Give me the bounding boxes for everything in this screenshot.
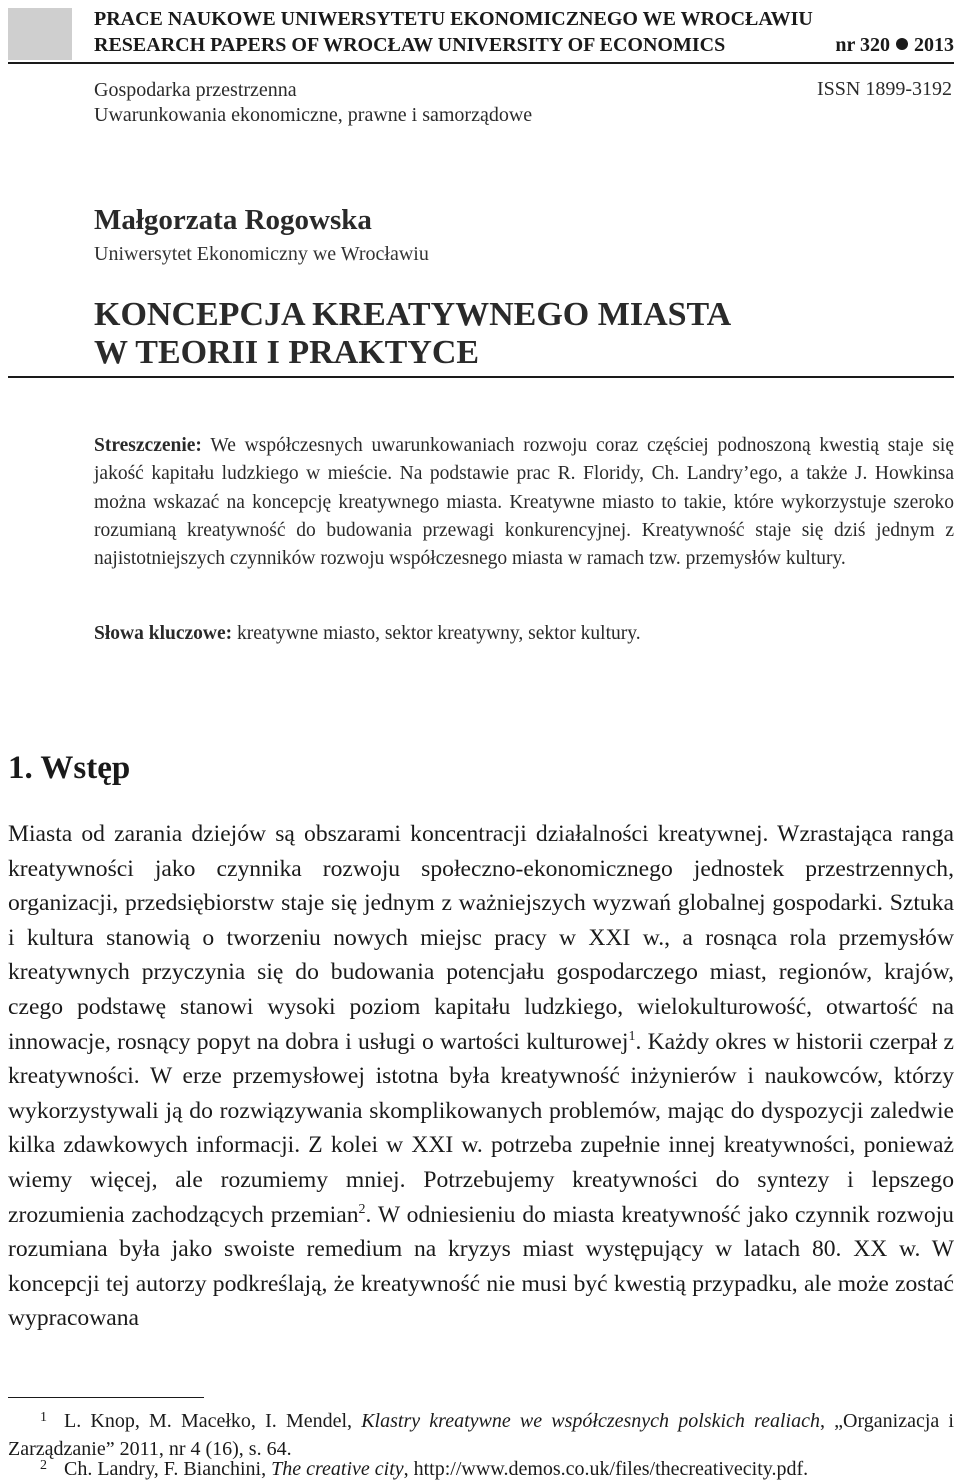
journal-title-en: RESEARCH PAPERS OF WROCŁAW UNIVERSITY OF ECONOMICS bbox=[94, 34, 726, 56]
footnote-number: 1 bbox=[40, 1410, 47, 1425]
article-title-line1: KONCEPCJA KREATYWNEGO MIASTA bbox=[94, 296, 732, 333]
article-title-line2: W TEORII I PRAKTYCE bbox=[94, 334, 480, 371]
author-name: Małgorzata Rogowska bbox=[94, 204, 372, 236]
body-text-part1: Miasta od zarania dziejów są obszarami koncentracji działalności kreatywnej. Wzrastająca ranga kreatywności jako czynnika rozwoju społeczno-ekonomicznego jednostek przestrzennych, organizacji, przedsiębiorstw staje się jednym z ważniejszych wyzwań globalnej gospodarki. Sztuka i kultura stanowią o tworzeniu nowych miejsc pracy w XXI w., a rosnąca rola przemysłów kreatywnych przyczynia się do budowania potencjału gospodarczego miast, regionów, krajów, czego podstawę stanowi wysoki poziom kapitału ludzkiego, wielokulturowość, otwartość na innowacje, rosnący popyt na dobra i usługi o wartości kulturowej bbox=[8, 821, 954, 1055]
issn: ISSN 1899-3192 bbox=[816, 78, 952, 100]
journal-title-pl: PRACE NAUKOWE UNIWERSYTETU EKONOMICZNEGO WE WROCŁAWIU bbox=[94, 8, 813, 30]
author-affiliation: Uniwersytet Ekonomiczny we Wrocławiu bbox=[94, 243, 429, 265]
body-text-part3: . W odniesieniu do miasta kreatywność jako czynnik rozwoju rozumiana była jako swoiste remedium na kryzys miast występujący w latach 80. XX w. W koncepcji tej autorzy podkreślają, że kreatywność nie musi być kwestią przypadku, ale może zostać wypracowana bbox=[8, 1201, 954, 1332]
body-paragraph bbox=[8, 817, 954, 1336]
footnote-rule bbox=[8, 1397, 204, 1398]
journal-title-en-row bbox=[94, 32, 954, 58]
footnote-text-post: , http://www.demos.co.uk/files/thecreativecity.pdf. bbox=[403, 1458, 809, 1480]
footnote-number: 2 bbox=[40, 1458, 47, 1473]
title-rule bbox=[8, 376, 954, 378]
issue-label bbox=[835, 32, 954, 58]
header-gray-block bbox=[8, 8, 72, 60]
abstract-text: We współczesnych uwarunkowaniach rozwoju coraz częściej podnoszoną kwestią staje się jakość kapitału ludzkiego w mieście. Na podstawie prac R. Floridy, Ch. Landry’ego, a także J. Howkinsa można wskazać na koncepcję kreatywnego miasta. Kreatywne miasto to takie, które wykorzystuje szeroko rozumianą kreatywność do budowania przewagi konkurencyjnej. Kreatywność staje się dziś jednym z najistotniejszych czynników rozwoju współczesnego miasta w ramach tzw. przemysłów kultury. bbox=[94, 435, 954, 570]
footnote-text-post: , „Organizacja i Zarządzanie” 2011, nr 4 (16), s. 64. bbox=[8, 1410, 954, 1460]
footnote-ref-1[interactable]: 1 bbox=[628, 1028, 636, 1044]
issue-year: 2013 bbox=[914, 34, 954, 56]
footnote-title: Klastry kreatywne we współczesnych polskich realiach bbox=[361, 1410, 820, 1432]
series-name: Gospodarka przestrzenna bbox=[94, 79, 297, 101]
issue-number: nr 320 bbox=[835, 34, 890, 56]
bullet-icon bbox=[896, 38, 908, 50]
footnote-text-pre: L. Knop, M. Macełko, I. Mendel, bbox=[64, 1410, 362, 1432]
section-heading: 1. Wstęp bbox=[8, 750, 131, 786]
footnote-ref-2[interactable]: 2 bbox=[358, 1201, 366, 1217]
footnote-2 bbox=[8, 1452, 954, 1483]
keywords-text: kreatywne miasto, sektor kreatywny, sektor kultury. bbox=[237, 623, 641, 644]
body-text-part2: . Każdy okres w historii czerpał z kreatywności. W erze przemysłowej istotna była kreatywność inżynierów i naukowców, którzy wykorzystywali ją do rozwiązywania skomplikowanych problemów, mając do dyspozycji zaledwie kilka zdawkowych informacji. Z kolei w XXI w. potrzeba zupełnie innej kreatywności, ponieważ wiemy więcej, ale rozumiemy mniej. Potrzebujemy kreatywności do syntezy i lepszego zrozumienia zachodzących przemian bbox=[8, 1028, 954, 1228]
article-title bbox=[94, 296, 731, 372]
keywords bbox=[94, 620, 954, 648]
footnote-title: The creative city bbox=[271, 1458, 404, 1480]
keywords-label: Słowa kluczowe: bbox=[94, 623, 233, 644]
abstract-label: Streszczenie: bbox=[94, 435, 202, 456]
subseries-name: Uwarunkowania ekonomiczne, prawne i samorządowe bbox=[94, 104, 533, 126]
header-rule bbox=[8, 62, 954, 64]
footnote-text-pre: Ch. Landry, F. Bianchini, bbox=[64, 1458, 272, 1480]
abstract bbox=[94, 432, 954, 573]
